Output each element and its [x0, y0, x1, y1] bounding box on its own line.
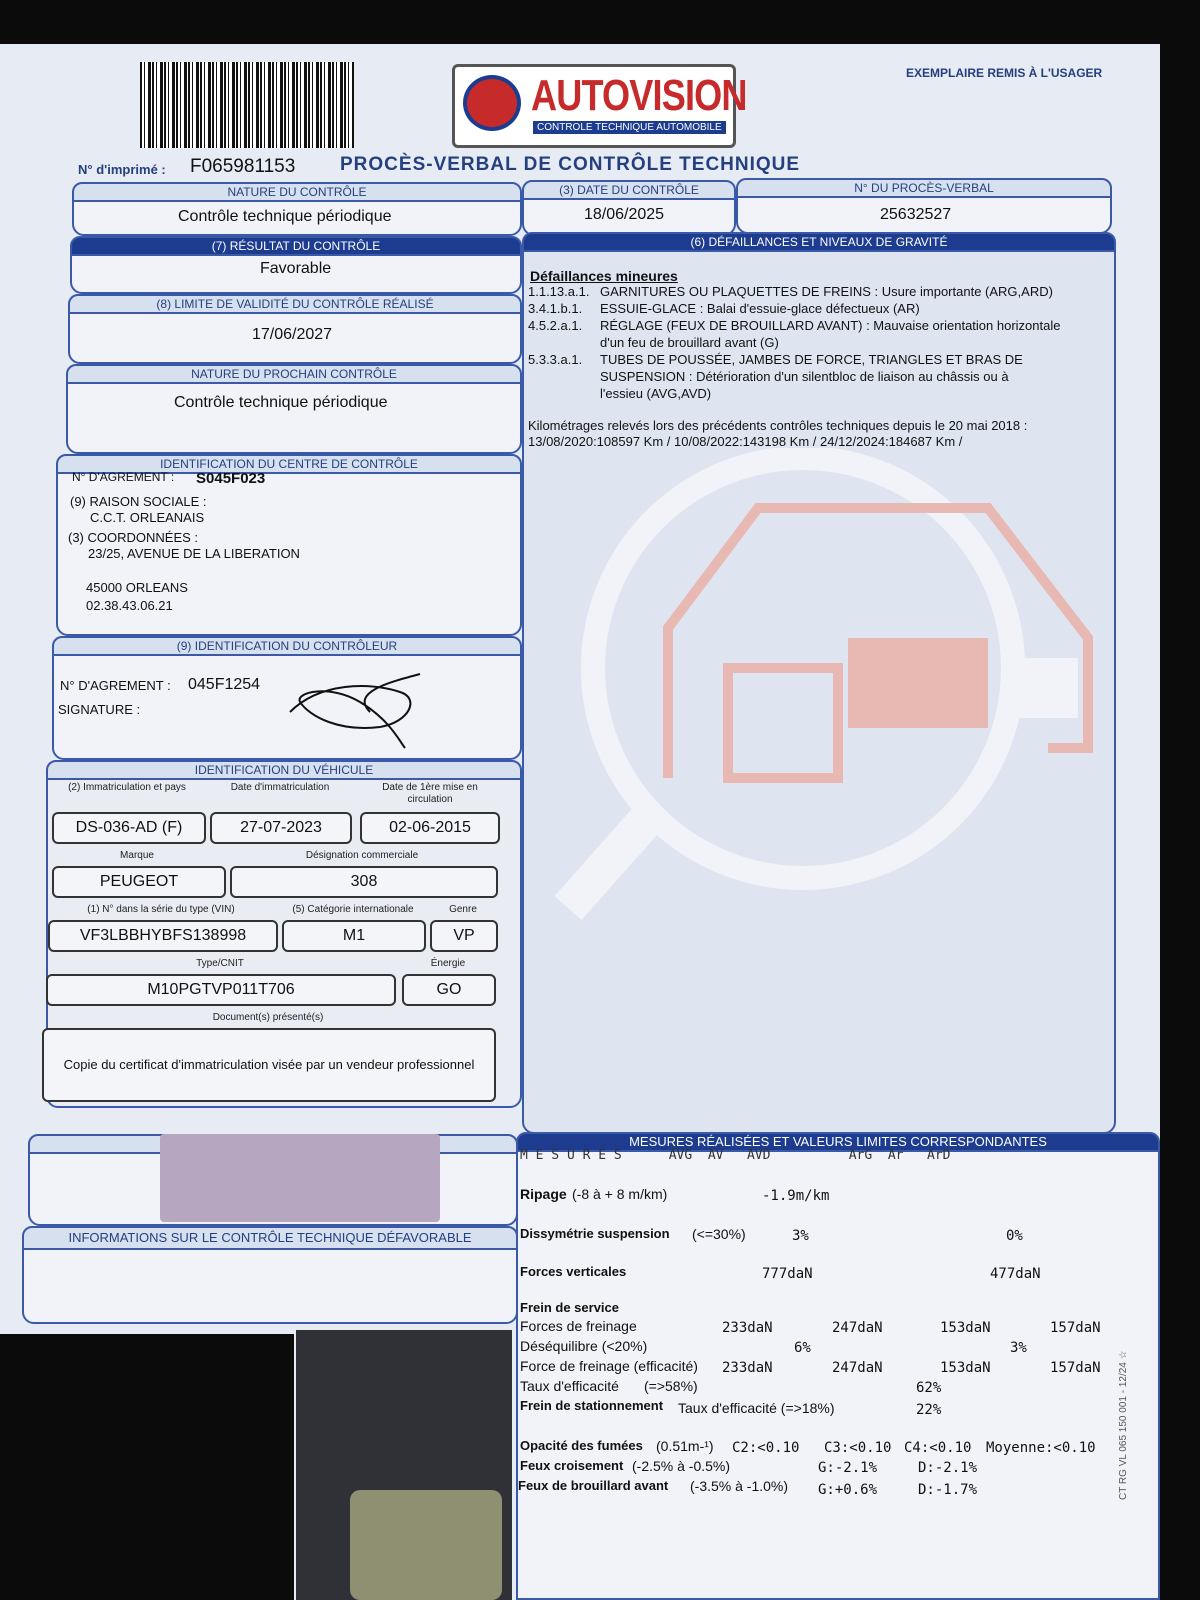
pv-value: 25632527 [880, 206, 952, 223]
centre-agrement-value: S045F023 [196, 470, 266, 487]
defaillance-text: TUBES DE POUSSÉE, JAMBES DE FORCE, TRIANGLES ET BRAS DE [600, 352, 1023, 367]
redacted-area [160, 1134, 440, 1222]
date-header: (3) DATE DU CONTRÔLE [522, 180, 736, 200]
dissy-av: 3% [792, 1228, 809, 1244]
defavorable-header: INFORMATIONS SUR LE CONTRÔLE TECHNIQUE DÉFAVORABLE [22, 1226, 518, 1250]
ff-value-ard: 157daN [1050, 1320, 1101, 1336]
defaillance-code: 4.5.2.a.1. [528, 318, 583, 333]
deseq-ar: 3% [1010, 1340, 1027, 1356]
centre-addr1: 23/25, AVENUE DE LA LIBERATION [88, 546, 300, 561]
frein-service-label: Frein de service [520, 1300, 619, 1315]
premiere-field: 02-06-2015 [360, 812, 500, 844]
background-card-sticker [350, 1490, 502, 1600]
docs-label: Document(s) présenté(s) [212, 1012, 324, 1023]
limite-header: (8) LIMITE DE VALIDITÉ DU CONTRÔLE RÉALISÉ [68, 294, 522, 314]
ff-value-avd: 247daN [832, 1320, 883, 1336]
defaillance-text: RÉGLAGE (FEUX DE BROUILLARD AVANT) : Mauvaise orientation horizontale [600, 318, 1061, 333]
prochain-box [66, 382, 522, 454]
defaillance-text: GARNITURES OU PLAQUETTES DE FREINS : Usure importante (ARG,ARD) [600, 284, 1053, 299]
stat-label: Frein de stationnement [520, 1398, 664, 1413]
forces-v-label: Forces verticales [520, 1264, 627, 1279]
km-line-2: 13/08/2020:108597 Km / 10/08/2022:143198 Km / 24/12/2024:184687 Km / [528, 434, 963, 449]
vin-label: (1) N° dans la série du type (VIN) [87, 904, 235, 915]
premiere-label-2: circulation [407, 794, 453, 805]
opacite-label: Opacité des fumées [520, 1438, 643, 1453]
energie-field: GO [402, 974, 496, 1006]
defaillance-text: d'un feu de brouillard avant (G) [600, 335, 779, 350]
stat-taux: Taux d'efficacité (=>18%) [678, 1400, 835, 1416]
deseq-label: Déséquilibre (<20%) [520, 1338, 648, 1354]
mesures-header: MESURES RÉALISÉES ET VALEURS LIMITES CORRESPONDANTES [516, 1132, 1160, 1152]
stat-value: 22% [916, 1402, 942, 1418]
defaillance-text: l'essieu (AVG,AVD) [600, 386, 712, 401]
signature-scribble [280, 672, 430, 752]
controleur-header: (9) IDENTIFICATION DU CONTRÔLEUR [52, 636, 522, 656]
nature-header: NATURE DU CONTRÔLE [72, 182, 522, 202]
taux-label: Taux d'efficacité [520, 1378, 619, 1394]
brouillard-limit: (-3.5% à -1.0%) [690, 1478, 789, 1494]
centre-raison-label: (9) RAISON SOCIALE : [70, 494, 207, 509]
background-table [0, 1334, 294, 1600]
watermark-car-icon [548, 448, 1118, 928]
controleur-agrement-label: N° D'AGREMENT : [60, 678, 171, 693]
date-immat-label: Date d'immatriculation [230, 782, 330, 793]
designation-label: Désignation commerciale [305, 850, 419, 861]
taux-limit: (=>58%) [644, 1378, 698, 1394]
ff-value-arg: 153daN [940, 1320, 991, 1336]
brouillard-g: G:+0.6% [818, 1482, 878, 1498]
defaillance-code: 3.4.1.b.1. [528, 301, 583, 316]
ffe-value-ard: 157daN [1050, 1360, 1101, 1376]
defaillance-code: 5.3.3.a.1. [528, 352, 583, 367]
centre-header: IDENTIFICATION DU CENTRE DE CONTRÔLE [56, 454, 522, 474]
imprime-label: N° d'imprimé : [78, 162, 166, 177]
immat-label: (2) Immatriculation et pays [68, 782, 186, 793]
controleur-agrement-value: 045F1254 [188, 676, 261, 693]
opacite-unit: (0.51m-¹) [656, 1438, 714, 1454]
croisement-label: Feux croisement [520, 1458, 624, 1473]
vin-field: VF3LBBHYBFS138998 [48, 920, 278, 952]
barcode [140, 62, 354, 148]
ripage-value: -1.9m/km [762, 1188, 830, 1204]
premiere-label-1: Date de 1ère mise en [382, 782, 478, 793]
dissy-label: Dissymétrie suspension [520, 1226, 670, 1241]
dissy-limit: (<=30%) [692, 1226, 746, 1242]
nature-value: Contrôle technique périodique [178, 208, 392, 225]
taux-value: 62% [916, 1380, 942, 1396]
limite-value: 17/06/2027 [252, 326, 333, 343]
defaillance-text: SUSPENSION : Détérioration d'un silentbloc de liaison au châssis ou à [600, 369, 1009, 384]
side-reference: CT RG VL 065 150 001 - 12/24 ☆ [1118, 1350, 1129, 1500]
croisement-g: G:-2.1% [818, 1460, 878, 1476]
resultat-header: (7) RÉSULTAT DU CONTRÔLE [70, 236, 522, 256]
prochain-header: NATURE DU PROCHAIN CONTRÔLE [66, 364, 522, 384]
exemplaire-label: EXEMPLAIRE REMIS À L'USAGER [906, 66, 1103, 80]
designation-field: 308 [230, 866, 498, 898]
opacite-moyenne: Moyenne:<0.10 [986, 1440, 1096, 1456]
categorie-field: M1 [282, 920, 426, 952]
genre-field: VP [430, 920, 498, 952]
ff-label: Forces de freinage [520, 1318, 637, 1334]
ffe-value-avg: 233daN [722, 1360, 773, 1376]
marque-field: PEUGEOT [52, 866, 226, 898]
centre-coord-label: (3) COORDONNÉES : [68, 530, 199, 545]
docs-field: Copie du certificat d'immatriculation visée par un vendeur professionnel [42, 1028, 496, 1102]
centre-agrement-label: N° D'AGREMENT : [72, 470, 175, 484]
marque-label: Marque [120, 850, 154, 861]
defaillances-header: (6) DÉFAILLANCES ET NIVEAUX DE GRAVITÉ [522, 232, 1116, 252]
defaillances-title: Défaillances mineures [530, 268, 678, 284]
controleur-signature-label: SIGNATURE : [58, 702, 141, 717]
centre-addr2: 45000 ORLEANS [86, 580, 188, 595]
opacite-c3: C3:<0.10 [824, 1440, 892, 1456]
brouillard-d: D:-1.7% [918, 1482, 978, 1498]
centre-phone: 02.38.43.06.21 [86, 598, 173, 613]
croisement-limit: (-2.5% à -0.5%) [632, 1458, 731, 1474]
opacite-c4: C4:<0.10 [904, 1440, 972, 1456]
croisement-d: D:-2.1% [918, 1460, 978, 1476]
vehicule-header: IDENTIFICATION DU VÉHICULE [46, 760, 522, 780]
resultat-value: Favorable [260, 260, 332, 277]
defaillance-text: ESSUIE-GLACE : Balai d'essuie-glace défectueux (AR) [600, 301, 920, 316]
forces-v-ar: 477daN [990, 1266, 1041, 1282]
logo-subtitle: CONTROLE TECHNIQUE AUTOMOBILE [533, 121, 726, 134]
centre-raison-value: C.C.T. ORLEANAIS [90, 510, 205, 525]
logo-brand: AUTOVISION [531, 71, 747, 120]
ff-value-avg: 233daN [722, 1320, 773, 1336]
defavorable-box [22, 1248, 518, 1324]
ripage-limit: (-8 à + 8 m/km) [572, 1186, 668, 1202]
pv-header: N° DU PROCÈS-VERBAL [736, 178, 1112, 198]
forces-v-av: 777daN [762, 1266, 813, 1282]
energie-label: Énergie [430, 958, 466, 969]
prochain-value: Contrôle technique périodique [174, 394, 388, 411]
imprime-number: F065981153 [190, 156, 296, 177]
deseq-av: 6% [794, 1340, 811, 1356]
type-field: M10PGTVP011T706 [46, 974, 396, 1006]
km-line-1: Kilométrages relevés lors des précédents contrôles techniques depuis le 20 mai 2018 : [528, 418, 1028, 433]
brouillard-label: Feux de brouillard avant [518, 1478, 669, 1493]
ripage-label: Ripage [520, 1186, 567, 1202]
document-title: PROCÈS-VERBAL DE CONTRÔLE TECHNIQUE [340, 154, 801, 175]
categorie-label: (5) Catégorie internationale [292, 904, 414, 915]
dissy-ar: 0% [1006, 1228, 1023, 1244]
opacite-c2: C2:<0.10 [732, 1440, 800, 1456]
date-immat-field: 27-07-2023 [210, 812, 352, 844]
defaillance-code: 1.1.13.a.1. [528, 284, 590, 299]
ffe-label: Force de freinage (efficacité) [520, 1358, 698, 1374]
date-value: 18/06/2025 [584, 206, 665, 223]
autovision-logo [452, 64, 747, 148]
immat-field: DS-036-AD (F) [52, 812, 206, 844]
type-label: Type/CNIT [196, 958, 244, 969]
mesures-column-header: M E S U R E S AVG AV AVD ArG Ar ArD [520, 1148, 951, 1163]
ffe-value-arg: 153daN [940, 1360, 991, 1376]
logo-mark-icon [463, 75, 521, 131]
genre-label: Genre [449, 904, 477, 915]
ffe-value-avd: 247daN [832, 1360, 883, 1376]
